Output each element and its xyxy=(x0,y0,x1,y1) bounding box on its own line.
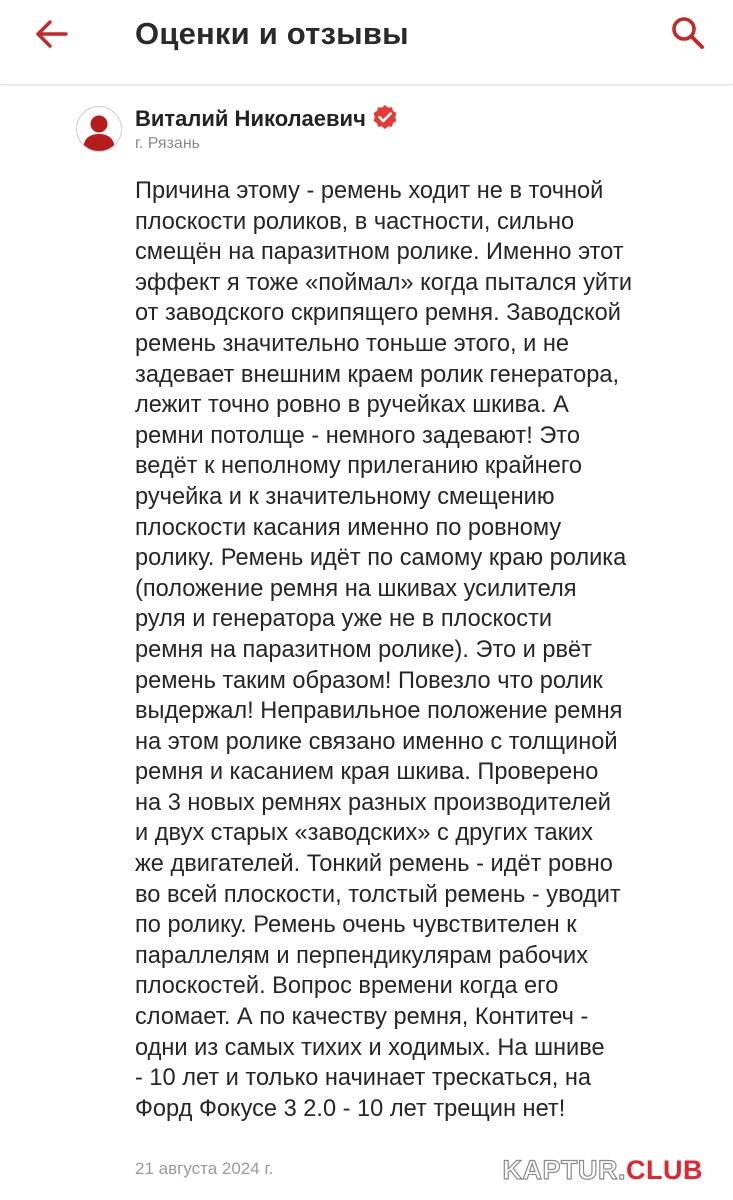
review-line: сломает. А по качеству ремня, Контитеч - xyxy=(135,1004,589,1031)
back-button[interactable] xyxy=(24,10,80,58)
review-line: лежит точно ровно в ручейках шкива. А xyxy=(135,392,569,419)
avatar[interactable] xyxy=(76,106,122,152)
site-watermark xyxy=(503,1155,704,1185)
review-line: плоскости касания именно по ровному xyxy=(135,514,562,541)
review-line: же двигателей. Тонкий ремень - идёт ровно xyxy=(135,851,613,878)
review-line: выдержал! Неправильное положение ремня xyxy=(135,698,623,725)
review-line: Форд Фокусе 3 2.0 - 10 лет трещин нет! xyxy=(135,1095,566,1122)
review-line: ремень таким образом! Повезло что ролик xyxy=(135,667,603,694)
review-line: Причина этому - ремень ходит не в точной xyxy=(135,178,604,204)
review-text xyxy=(135,176,715,1124)
review-line: ремень значительно тоньше этого, и не xyxy=(135,330,570,357)
review-line: параллелям и перпендикулярам рабочих xyxy=(135,942,589,969)
review-line: и двух старых «заводских» с других таких xyxy=(135,820,593,847)
review-line: (положение ремня на шкивах усилителя xyxy=(135,575,577,602)
review-line: ремня и касанием края шкива. Проверено xyxy=(135,759,599,786)
review-line: ведёт к неполному прилеганию крайнего xyxy=(135,453,583,480)
review-line: смещён на паразитном ролике. Именно этот xyxy=(135,239,624,266)
review-line: на 3 новых ремнях разных производителей xyxy=(135,789,611,816)
review-line: на этом ролике связано именно с толщиной xyxy=(135,728,618,755)
verified-badge-icon xyxy=(372,104,398,130)
author-name-text: Виталий Николаевич xyxy=(135,106,366,131)
review-line: одни из самых тихих и ходимых. На шниве xyxy=(135,1034,605,1061)
watermark-part-2: CLUB xyxy=(626,1155,703,1185)
review-line: руля и генератора уже не в плоскости xyxy=(135,606,553,633)
review-line: задевает внешним краем ролик генератора, xyxy=(135,361,620,388)
review-line: во всей плоскости, толстый ремень - уводит xyxy=(135,881,621,908)
review-line: эффект я тоже «поймал» когда пытался уйти xyxy=(135,269,633,296)
arrow-left-icon xyxy=(35,19,69,49)
review-line: плоскостей. Вопрос времени когда его xyxy=(135,973,559,1000)
review-line: от заводского скрипящего ремня. Заводской xyxy=(135,300,621,327)
author-city: г. Рязань xyxy=(135,135,200,152)
review-line: ремни потолще - немного задевают! Это xyxy=(135,422,580,449)
review-line: ручейка и к значительному смещению xyxy=(135,483,555,510)
review-line: по ролику. Ремень очень чувствителен к xyxy=(135,912,577,939)
review-date: 21 августа 2024 г. xyxy=(135,1159,274,1178)
review-line: плоскости роликов, в частности, сильно xyxy=(135,208,575,235)
page-title: Оценки и отзывы xyxy=(135,16,409,51)
watermark-part-1: KAPTUR. xyxy=(502,1155,626,1185)
search-button[interactable] xyxy=(660,8,716,58)
search-icon xyxy=(670,15,706,51)
review-line: ролику. Ремень идёт по самому краю ролика xyxy=(135,545,627,572)
review-line: ремня на паразитном ролике). Это и рвёт xyxy=(135,636,592,663)
app-header xyxy=(0,0,733,85)
user-icon xyxy=(77,107,121,151)
author-name[interactable] xyxy=(135,104,398,133)
review-line: - 10 лет и только начинает трескаться, на xyxy=(135,1065,592,1092)
